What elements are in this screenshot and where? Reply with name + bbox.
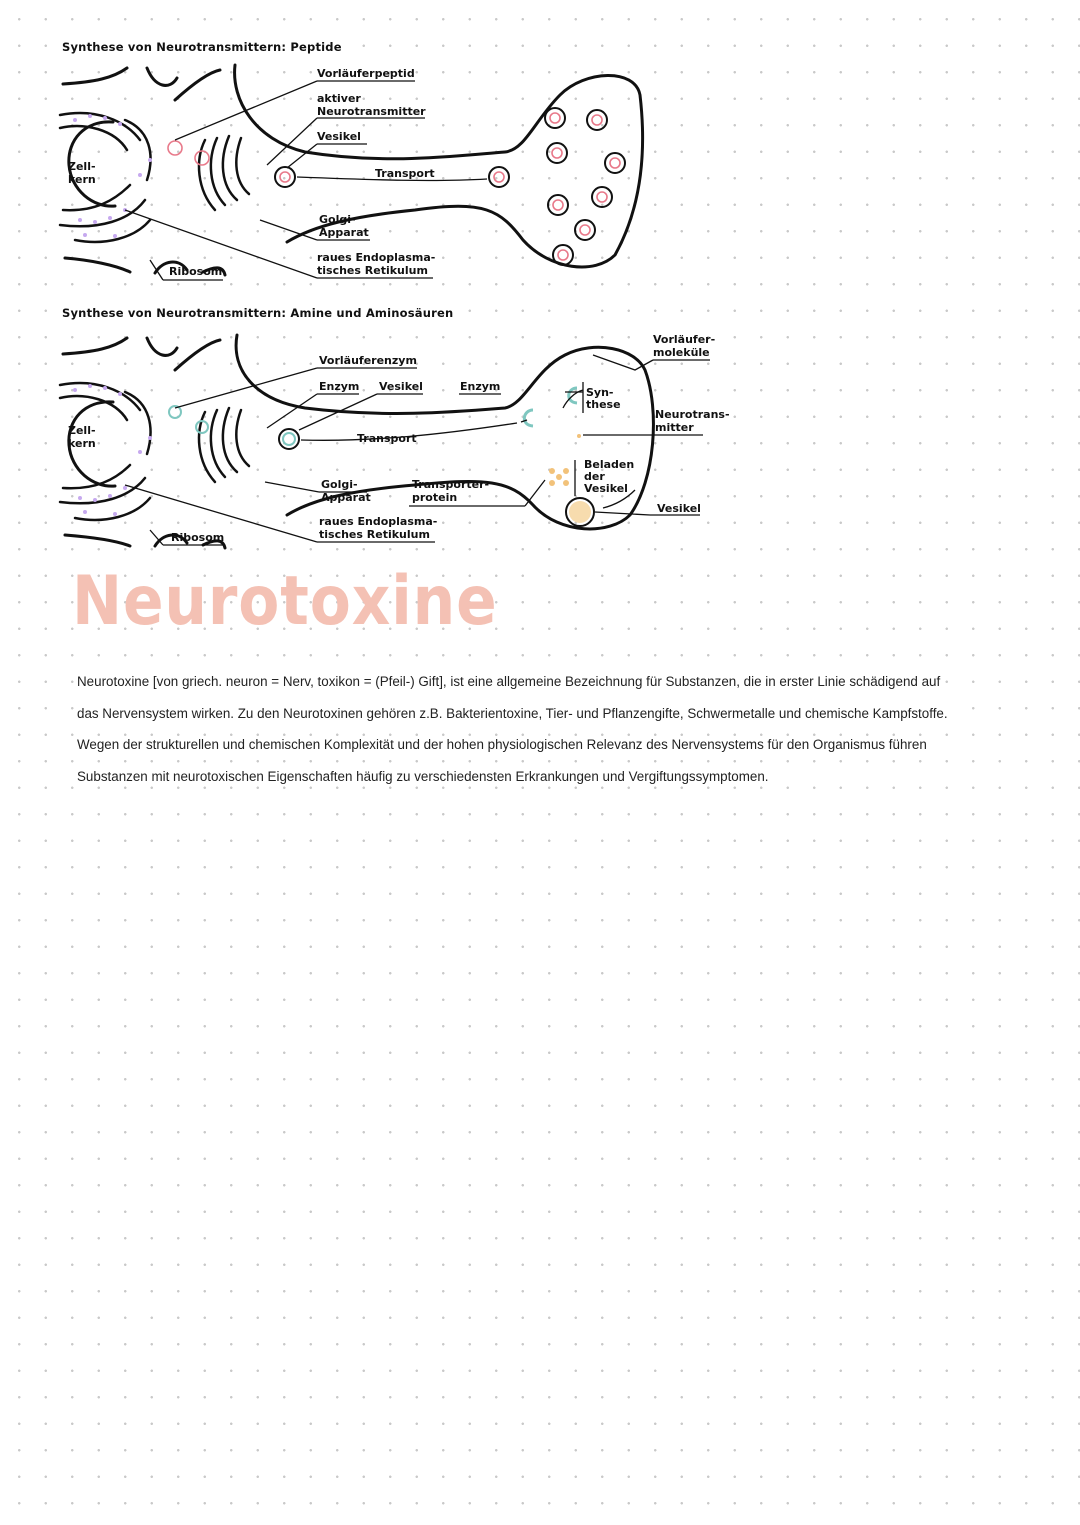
amine-neurotransmitter-label-2: mitter (655, 421, 694, 434)
peptide-vesicle-label: Vesikel (317, 130, 361, 143)
amine-vesicle-label: Vesikel (379, 380, 423, 393)
peptide-active-label-1: aktiver (317, 92, 361, 105)
amine-loading-label-3: Vesikel (584, 482, 628, 495)
amine-er-label-2: tisches Retikulum (319, 528, 430, 541)
amine-synthesis-diagram (55, 330, 775, 555)
amine-enzyme-label: Enzym (319, 380, 360, 393)
amine-er-label-1: raues Endoplasma- (319, 515, 438, 528)
peptide-golgi-label-1: Golgi- (319, 213, 356, 226)
peptide-synthesis-diagram (55, 60, 775, 285)
amine-loading-label-1: Beladen (584, 458, 635, 471)
amine-transporter-label-2: protein (412, 491, 458, 504)
peptide-nucleus-label-2: kern (68, 173, 96, 186)
amine-ribosome-label: Ribosom (171, 531, 225, 544)
peptide-ribosome-label: Ribosom (169, 265, 223, 278)
section-title: Neurotoxine (72, 562, 498, 641)
peptide-nucleus-label-1: Zell- (68, 160, 96, 173)
amine-golgi-label-2: Apparat (321, 491, 371, 504)
amine-precursor-molecules-label-1: Vorläufer- (653, 333, 716, 346)
peptide-active-label-2: Neurotransmitter (317, 105, 426, 118)
peptide-precursor-label: Vorläuferpeptid (317, 67, 415, 80)
amine-neurotransmitter-label-1: Neurotrans- (655, 408, 730, 421)
amine-enzyme2-label: Enzym (460, 380, 501, 393)
amine-transport-label: Transport (357, 432, 417, 445)
diagram-amine-heading: Synthese von Neurotransmittern: Amine und Aminosäuren (62, 306, 454, 320)
amine-synthesis-label-2: these (586, 398, 621, 411)
amine-loading-label-2: der (584, 470, 605, 483)
paragraph-line-1: Neurotoxine [von griech. neuron = Nerv, toxikon = (Pfeil-) Gift], ist eine allgemeine Bezeichnung für Substanzen, die in erster Linie schädigend auf (77, 674, 941, 689)
amine-golgi-label-1: Golgi- (321, 478, 358, 491)
amine-nucleus-label-1: Zell- (68, 424, 96, 437)
peptide-er-label-1: raues Endoplasma- (317, 251, 436, 264)
peptide-golgi-label-2: Apparat (319, 226, 369, 239)
amine-precursor-molecules-label-2: moleküle (653, 346, 710, 359)
paragraph-line-3: Wegen der strukturellen und chemischen Komplexität und der hohen physiologischen Relevanz des Nervensystems für den Organismus führen (77, 737, 927, 752)
section-paragraph (77, 666, 987, 792)
peptide-transport-label: Transport (375, 167, 435, 180)
amine-vesicle2-label: Vesikel (657, 502, 701, 515)
amine-transporter-label-1: Transporter- (412, 478, 490, 491)
amine-precursor-enzyme-label: Vorläuferenzym (319, 354, 417, 367)
paragraph-line-4: Substanzen mit neurotoxischen Eigenschaften häufig zu verschiedensten Erkrankungen und Vergiftungssymptomen. (77, 768, 769, 784)
paragraph-line-2: das Nervensystem wirken. Zu den Neurotoxinen gehören z.B. Bakterientoxine, Tier- und Pflanzengifte, Schwermetalle und chemische Kampfstoffe. (77, 705, 948, 721)
peptide-er-label-2: tisches Retikulum (317, 264, 428, 277)
diagram-peptide-heading: Synthese von Neurotransmittern: Peptide (62, 40, 342, 54)
amine-synthesis-label-1: Syn- (586, 386, 614, 399)
amine-nucleus-label-2: kern (68, 437, 96, 450)
